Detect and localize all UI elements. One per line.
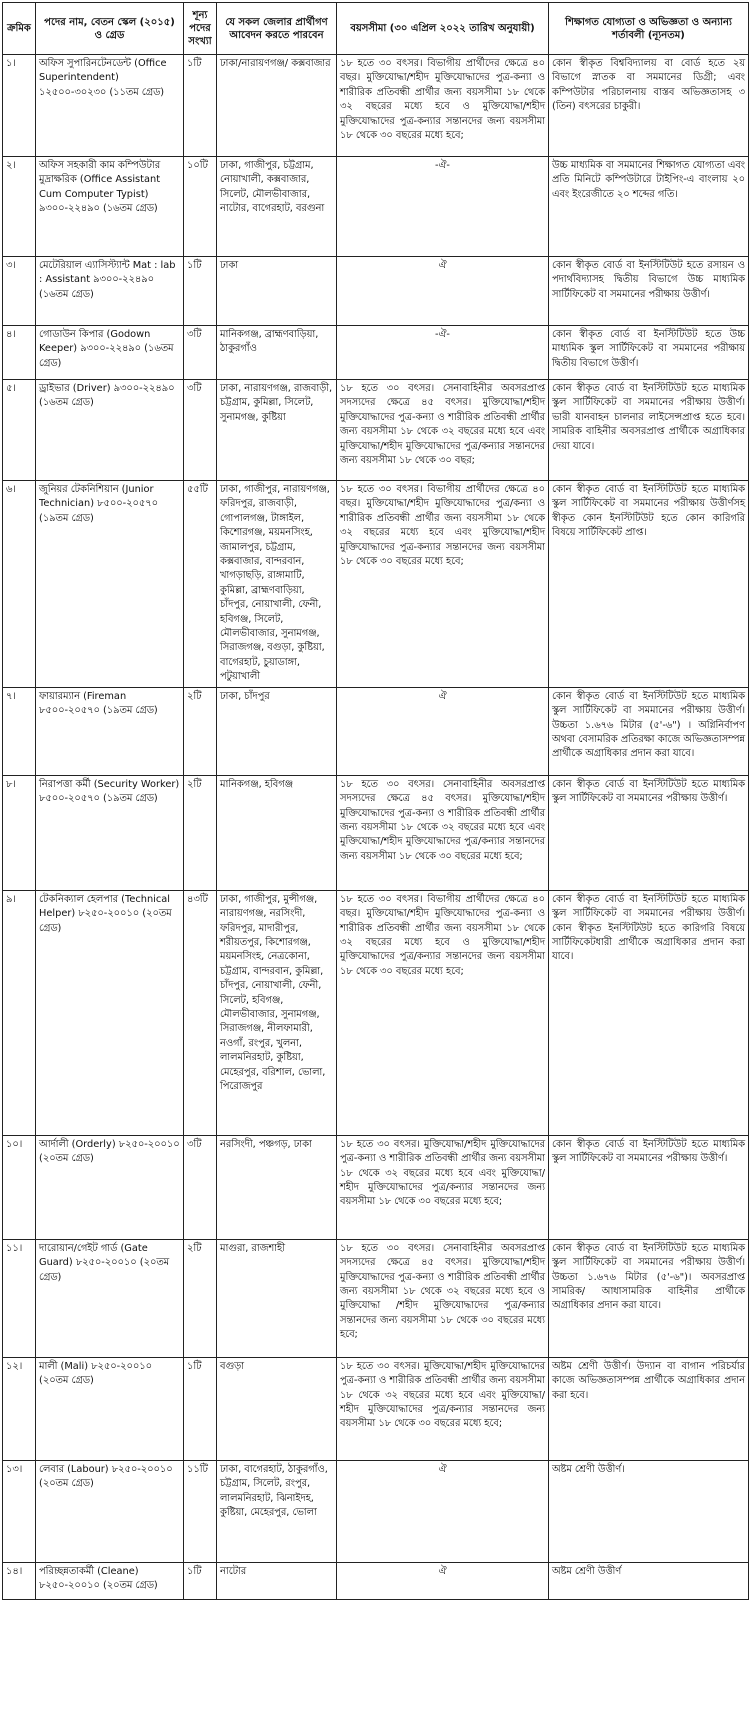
- header-qualification: শিক্ষাগত যোগ্যতা ও অভিজ্ঞতা ও অন্যান্য শর্তাবলী (ন্যূনতম): [549, 3, 749, 55]
- row-qualification: কোন স্বীকৃত বোর্ড বা ইনস্টিটিউট হতে মাধ্যমিক স্কুল সার্টিফিকেট বা সমমানের পরীক্ষায় উত্তীর্ণসহ স্বীকৃত কোন ইনস্টিটিউট হতে কোন কারিগরি বিষয়ে সার্টিফিকেট প্রাপ্ত।: [549, 481, 749, 688]
- row-qualification: উচ্চ মাধ্যমিক বা সমমানের শিক্ষাগত যোগ্যতা এবং প্রতি মিনিটে কম্পিউটারে টাইপিং-এ বাংলায় ২০ এবং ইংরেজীতে ২০ শব্দের গতি।: [549, 157, 749, 257]
- row-post: ফায়ারম্যান (Fireman ৮৫০০-২০৫৭০ (১৯তম গ্রেড): [36, 687, 184, 775]
- row-post: নিরাপত্তা কর্মী (Security Worker) ৮৫০০-২০৫৭০ (১৯তম গ্রেড): [36, 775, 184, 890]
- row-qualification: অষ্টম শ্রেণী উত্তীর্ণ।: [549, 1460, 749, 1562]
- row-serial: ৯।: [3, 890, 36, 1135]
- row-post: মালী (Mali) ৮২৫০-২০০১০ (২০তম গ্রেড): [36, 1357, 184, 1460]
- table-row: [3, 1562, 749, 1599]
- row-age-limit: ১৮ হতে ৩০ বৎসর। সেনাবাহিনীর অবসরপ্রাপ্ত সদস্যদের ক্ষেত্রে ৪৫ বৎসর। মুক্তিযোদ্ধা/শহীদ মুক্তিযোদ্ধাদের পুত্র-কন্যা ও শারীরিক প্রতিবন্ধী প্রার্থীর জন্য বয়সসীমা ১৮ থেকে ৩২ বছরের মধ্যে হবে এবং মুক্তিযোদ্ধা/শহীদ মুক্তিযোদ্ধাদের পুত্র/কন্যার সন্তানদের জন্য বয়সসীমা ১৮ থেকে ৩০ বছরের মধ্যে হবে;: [337, 775, 549, 890]
- row-post: দারোয়ান/গেইট গার্ড (Gate Guard) ৮২৫০-২০০১০ (২০তম গ্রেড): [36, 1239, 184, 1357]
- row-age-limit: ১৮ হতে ৩০ বৎসর। বিভাগীয় প্রার্থীদের ক্ষেত্রে ৪০ বছর। মুক্তিযোদ্ধা/শহীদ মুক্তিযোদ্ধাদের পুত্র-কন্যা ও শারীরিক প্রতিবন্ধী প্রার্থীর জন্য বয়সসীমা ১৮ থেকে ৩২ বছরের মধ্যে হবে ও মুক্তিযোদ্ধা/শহীদ মুক্তিযোদ্ধাদের পুত্র/কন্যার সন্তানদের জন্য বয়সসীমা ১৮ থেকে ৩০ বছরের মধ্যে হবে;: [337, 890, 549, 1135]
- row-count: ৩টি: [184, 326, 217, 380]
- row-serial: ২।: [3, 157, 36, 257]
- row-age-limit: ১৮ হতে ৩০ বৎসর। মুক্তিযোদ্ধা/শহীদ মুক্তিযোদ্ধাদের পুত্র-কন্যা ও শারীরিক প্রতিবন্ধী প্রার্থীর জন্য বয়সসীমা ১৮ থেকে ৩২ বছরের মধ্যে হবে এবং মুক্তিযোদ্ধা/শহীদ মুক্তিযোদ্ধাদের পুত্র/কন্যার সন্তানদের জন্য বয়সসীমা ১৮ থেকে ৩০ বছরের মধ্যে হবে;: [337, 1135, 549, 1239]
- row-qualification: কোন স্বীকৃত বোর্ড বা ইনস্টিটিউট হতে মাধ্যমিক স্কুল সার্টিফিকেট বা সমমানের পরীক্ষায় উত্তীর্ণ।: [549, 1135, 749, 1239]
- row-districts: ঢাকা, চাঁদপুর: [217, 687, 337, 775]
- row-districts: নরসিংদী, পঞ্চগড়, ঢাকা: [217, 1135, 337, 1239]
- row-serial: ১৩।: [3, 1460, 36, 1562]
- row-post: জুনিয়র টেকনিশিয়ান (Junior Technician) ৮৫০০-২০৫৭০ (১৯তম গ্রেড): [36, 481, 184, 688]
- row-age-limit: ঐ: [337, 257, 549, 326]
- row-serial: ৮।: [3, 775, 36, 890]
- row-post: আর্দালী (Orderly) ৮২৫০-২০০১০ (২০তম গ্রেড): [36, 1135, 184, 1239]
- row-serial: ১।: [3, 55, 36, 157]
- row-post: অফিস সহকারী কাম কম্পিউটার মুদ্রাক্ষরিক (Office Assistant Cum Computer Typist) ৯৩০০-২২৪৯০ (১৬তম গ্রেড): [36, 157, 184, 257]
- row-districts: নাটোর: [217, 1562, 337, 1599]
- row-age-limit: ১৮ হতে ৩০ বৎসর। সেনাবাহিনীর অবসরপ্রাপ্ত সদস্যদের ক্ষেত্রে ৪৫ বৎসর। মুক্তিযোদ্ধা/শহীদ মুক্তিযোদ্ধাদের পুত্র-কন্যা ও শারীরিক প্রতিবন্ধী প্রার্থীর জন্য বয়সসীমা ১৮ থেকে ৩২ বছরের মধ্যে হবে এবং মুক্তিযোদ্ধা/শহীদ মুক্তিযোদ্ধাদের পুত্র/কন্যার সন্তানদের জন্য বয়সসীমা ১৮ থেকে ৩০ বছর;: [337, 380, 549, 481]
- row-serial: ১৪।: [3, 1562, 36, 1599]
- row-districts: ঢাকা: [217, 257, 337, 326]
- row-age-limit: ঐ: [337, 687, 549, 775]
- table-header-row: [3, 3, 749, 55]
- row-qualification: কোন স্বীকৃত বোর্ড বা ইনস্টিটিউট হতে মাধ্যমিক স্কুল সার্টিফিকেট বা সমমানের পরীক্ষায় উত্তীর্ণ। উচ্চতা ১.৬৭৬ মিটার (৫'-৬")। অবসরপ্রাপ্ত সামরিক/ আধাসামরিক বাহিনীর প্রার্থীকে অগ্রাধিকার প্রদান করা যাবে।: [549, 1239, 749, 1357]
- table-row: [3, 1460, 749, 1562]
- header-serial: ক্রমিক: [3, 3, 36, 55]
- row-age-limit: ১৮ হতে ৩০ বৎসর। বিভাগীয় প্রার্থীদের ক্ষেত্রে ৪০ বছর। মুক্তিযোদ্ধা/শহীদ মুক্তিযোদ্ধাদের পুত্র/কন্যা ও শারীরিক প্রতিবন্ধী প্রার্থীর জন্য বয়সসীমা ১৮ থেকে ৩২ বছরের মধ্যে হবে এবং মুক্তিযোদ্ধা/শহীদ মুক্তিযোদ্ধাদের পুত্র-কন্যার সন্তানদের জন্য বয়সসীমা ১৮ থেকে ৩০ বছরের মধ্যে হবে;: [337, 481, 549, 688]
- row-districts: মাগুরা, রাজশাহী: [217, 1239, 337, 1357]
- row-qualification: কোন স্বীকৃত বোর্ড বা ইনস্টিটিউট হতে মাধ্যমিক স্কুল সার্টিফিকেট বা সমমানের পরীক্ষায় উত্তীর্ণ। কোন স্বীকৃত ইনস্টিটিউট হতে কারিগরি বিষয়ে সার্টিফিকেটধারী প্রার্থীকে অগ্রাধিকার প্রদান করা যাবে।: [549, 890, 749, 1135]
- row-post: পরিচ্ছন্নতাকর্মী (Cleane) ৮২৫০-২০০১০ (২০তম গ্রেড): [36, 1562, 184, 1599]
- row-post: লেবার (Labour) ৮২৫০-২০০১০ (২০তম গ্রেড): [36, 1460, 184, 1562]
- row-count: ৫৫টি: [184, 481, 217, 688]
- table-body: [3, 55, 749, 1600]
- row-count: ১টি: [184, 1357, 217, 1460]
- row-districts: ঢাকা, গাজীপুর, মুন্সীগঞ্জ, নারায়ণগঞ্জ, নরসিংদী, ফরিদপুর, মাদারীপুর, শরীয়তপুর, কিশোরগঞ্জ, ময়মনসিংহ, নেত্রকোনা, চট্টগ্রাম, বান্দরবান, কুমিল্লা, চাঁদপুর, নোয়াখালী, ফেনী, সিলেট, হবিগঞ্জ, মৌলভীবাজার, সুনামগঞ্জ, সিরাজগঞ্জ, নীলফামারী, নওগাঁ, রংপুর, খুলনা, লালমনিরহাট, কুষ্টিয়া, মেহেরপুর, বরিশাল, ভোলা, পিরোজপুর: [217, 890, 337, 1135]
- table-row: [3, 890, 749, 1135]
- table-row: [3, 687, 749, 775]
- row-qualification: কোন স্বীকৃত বোর্ড বা ইনস্টিটিউট হতে মাধ্যমিক স্কুল সার্টিফিকেট বা সমমানের পরীক্ষায় উত্তীর্ণ।: [549, 775, 749, 890]
- row-post: ড্রাইভার (Driver) ৯৩০০-২২৪৯০ (১৬তম গ্রেড): [36, 380, 184, 481]
- row-qualification: কোন স্বীকৃত বোর্ড বা ইনস্টিটিউট হতে মাধ্যমিক স্কুল সার্টিফিকেট বা সমমানের পরীক্ষায় উত্তীর্ণ। ভারী যানবাহন চালনার লাইসেন্সপ্রাপ্ত হতে হবে। সামরিক বাহিনীর অবসরপ্রাপ্ত প্রার্থীকে অগ্রাধিকার দেয়া যাবে।: [549, 380, 749, 481]
- row-qualification: কোন স্বীকৃত বোর্ড বা ইনস্টিটিউট হতে মাধ্যমিক স্কুল সার্টিফিকেট বা সমমানের পরীক্ষায় উত্তীর্ণ। উচ্চতা ১.৬৭৬ মিটার (৫'-৬") । অগ্নিনির্বাপণ অথবা বেসামরিক প্রতিরক্ষা কাজে অভিজ্ঞতাসম্পন্ন প্রার্থীকে অগ্রাধিকার প্রদান করা যাবে।: [549, 687, 749, 775]
- row-count: ১১টি: [184, 1460, 217, 1562]
- header-post: পদের নাম, বেতন স্কেল (২০১৫) ও গ্রেড: [36, 3, 184, 55]
- row-serial: ৭।: [3, 687, 36, 775]
- row-count: ১০টি: [184, 157, 217, 257]
- table-row: [3, 1357, 749, 1460]
- row-qualification: অষ্টম শ্রেণী উত্তীর্ণ: [549, 1562, 749, 1599]
- row-serial: ৫।: [3, 380, 36, 481]
- row-qualification: কোন স্বীকৃত বিশ্ববিদ্যালয় বা বোর্ড হতে ২য় বিভাগে স্নাতক বা সমমানের ডিগ্রী; এবং কম্পিউটার পরিচালনায় বাস্তব অভিজ্ঞতাসহ ৩ (তিন) বৎসরের চাকুরী।: [549, 55, 749, 157]
- row-districts: ঢাকা, গাজীপুর, নারায়ণগঞ্জ, ফরিদপুর, রাজবাড়ী, গোপালগঞ্জ, টাঙ্গাইল, কিশোরগঞ্জ, ময়মনসিংহ, জামালপুর, চট্টগ্রাম, কক্সবাজার, বান্দরবান, খাগড়াছড়ি, রাঙ্গামাটি, কুমিল্লা, ব্রাহ্মণবাড়িয়া, চাঁদপুর, নোয়াখালী, ফেনী, হবিগঞ্জ, সিলেট, মৌলভীবাজার, সুনামগঞ্জ, সিরাজগঞ্জ, বগুড়া, কুষ্টিয়া, বাগেরহাট, চুয়াডাঙ্গা, পটুয়াখালী: [217, 481, 337, 688]
- row-districts: ঢাকা, গাজীপুর, চট্টগ্রাম, নোয়াখালী, কক্সবাজার, সিলেট, মৌলভীবাজার, নাটোর, বাগেরহাট, বরগুনা: [217, 157, 337, 257]
- row-age-limit: ১৮ হতে ৩০ বৎসর। মুক্তিযোদ্ধা/শহীদ মুক্তিযোদ্ধাদের পুত্র-কন্যা ও শারীরিক প্রতিবন্ধী প্রার্থীর জন্য বয়সসীমা ১৮ থেকে ৩২ বছরের মধ্যে হবে এবং মুক্তিযোদ্ধা/শহীদ মুক্তিযোদ্ধাদের পুত্র/কন্যার সন্তানদের জন্য বয়সসীমা ১৮ থেকে ৩০ বছরের মধ্যে হবে;: [337, 1357, 549, 1460]
- row-age-limit: -ঐ-: [337, 157, 549, 257]
- row-districts: বগুড়া: [217, 1357, 337, 1460]
- row-qualification: কোন স্বীকৃত বোর্ড বা ইনস্টিটিউট হতে রসায়ন ও পদার্থবিদ্যাসহ দ্বিতীয় বিভাগে উচ্চ মাধ্যমিক সার্টিফিকেট বা সমমানের পরীক্ষায় উত্তীর্ণ।: [549, 257, 749, 326]
- row-serial: ১২।: [3, 1357, 36, 1460]
- table-row: [3, 1135, 749, 1239]
- row-qualification: কোন স্বীকৃত বোর্ড বা ইনস্টিটিউট হতে উচ্চ মাধ্যমিক স্কুল সার্টিফিকেট বা সমমানের পরীক্ষায় দ্বিতীয় বিভাগে উত্তীর্ণ।: [549, 326, 749, 380]
- row-age-limit: ঐ: [337, 1460, 549, 1562]
- row-post: অফিস সুপারিনটেনডেন্ট (Office Superintendent) ১২৫০০-৩০২৩০ (১১তম গ্রেড): [36, 55, 184, 157]
- table-row: [3, 481, 749, 688]
- table-row: [3, 1239, 749, 1357]
- row-age-limit: ১৮ হতে ৩০ বৎসর। সেনাবাহিনীর অবসরপ্রাপ্ত সদস্যদের ক্ষেত্রে ৪৫ বৎসর। মুক্তিযোদ্ধা/শহীদ মুক্তিযোদ্ধাদের পুত্র-কন্যা ও শারীরিক প্রতিবন্ধী প্রার্থীর জন্য বয়সসীমা ১৮ থেকে ৩২ বছরের মধ্যে হবে ও মুক্তিযোদ্ধা /শহীদ মুক্তিযোদ্ধাদের পুত্র/কন্যার সন্তানদের জন্য বয়সসীমা ১৮ থেকে ৩০ বছরের মধ্যে হবে;: [337, 1239, 549, 1357]
- row-count: ২টি: [184, 1239, 217, 1357]
- header-age-limit: বয়সসীমা (৩০ এপ্রিল ২০২২ তারিখ অনুযায়ী): [337, 3, 549, 55]
- row-post: গোডাউন কিপার (Godown Keeper) ৯৩০০-২২৪৯০ (১৬তম গ্রেড): [36, 326, 184, 380]
- row-districts: মানিকগঞ্জ, হবিগঞ্জ: [217, 775, 337, 890]
- row-count: ১টি: [184, 257, 217, 326]
- row-count: ৩টি: [184, 1135, 217, 1239]
- row-count: ১টি: [184, 1562, 217, 1599]
- row-serial: ৬।: [3, 481, 36, 688]
- row-serial: ৪।: [3, 326, 36, 380]
- row-serial: ১০।: [3, 1135, 36, 1239]
- row-age-limit: -ঐ-: [337, 326, 549, 380]
- row-post: মেটেরিয়াল এ্যাসিস্ট্যান্ট Mat : lab : Assistant ৯৩০০-২২৪৯০ (১৬তম গ্রেড): [36, 257, 184, 326]
- row-qualification: অষ্টম শ্রেণী উত্তীর্ণ। উদ্যান বা বাগান পরিচর্যার কাজে অভিজ্ঞতাসম্পন্ন প্রার্থীকে অগ্রাধিকার প্রদান করা হবে।: [549, 1357, 749, 1460]
- row-districts: ঢাকা/নারায়ণগঞ্জ/ কক্সবাজার: [217, 55, 337, 157]
- row-count: ২টি: [184, 687, 217, 775]
- row-count: ৪৩টি: [184, 890, 217, 1135]
- row-age-limit: ঐ: [337, 1562, 549, 1599]
- table-row: [3, 775, 749, 890]
- header-districts: যে সকল জেলার প্রার্থীগণ আবেদন করতে পারবেন: [217, 3, 337, 55]
- row-districts: ঢাকা, নারায়ণগঞ্জ, রাজবাড়ী, চট্টগ্রাম, কুমিল্লা, সিলেট, সুনামগঞ্জ, কুষ্টিয়া: [217, 380, 337, 481]
- row-districts: মানিকগঞ্জ, ব্রাহ্মণবাড়িয়া, ঠাকুরগাঁও: [217, 326, 337, 380]
- row-count: ৩টি: [184, 380, 217, 481]
- row-count: ১টি: [184, 55, 217, 157]
- table-row: [3, 326, 749, 380]
- row-count: ২টি: [184, 775, 217, 890]
- row-serial: ১১।: [3, 1239, 36, 1357]
- header-vacancy-count: শূন্য পদের সংখ্যা: [184, 3, 217, 55]
- table-row: [3, 380, 749, 481]
- table-row: [3, 55, 749, 157]
- job-vacancy-table: [2, 2, 749, 1600]
- table-row: [3, 257, 749, 326]
- row-serial: ৩।: [3, 257, 36, 326]
- row-districts: ঢাকা, বাগেরহাট, ঠাকুরগাঁও, চট্টগ্রাম, সিলেট, রংপুর, লালমনিরহাট, ঝিনাইদহ, কুষ্টিয়া, মেহেরপুর, ভোলা: [217, 1460, 337, 1562]
- table-row: [3, 157, 749, 257]
- row-age-limit: ১৮ হতে ৩০ বৎসর। বিভাগীয় প্রার্থীদের ক্ষেত্রে ৪০ বছর। মুক্তিযোদ্ধা/শহীদ মুক্তিযোদ্ধাদের পুত্র-কন্যা ও শারীরিক প্রতিবন্ধী প্রার্থীর জন্য বয়সসীমা ১৮ থেকে ৩২ বছরের মধ্যে হবে ও মুক্তিযোদ্ধা/শহীদ মুক্তিযোদ্ধাদের পুত্র-কন্যার সন্তানদের জন্য বয়সসীমা ১৮ থেকে ৩০ বছরের মধ্যে হবে;: [337, 55, 549, 157]
- row-post: টেকনিক্যাল হেলপার (Technical Helper) ৮২৫০-২০০১০ (২০তম গ্রেড): [36, 890, 184, 1135]
